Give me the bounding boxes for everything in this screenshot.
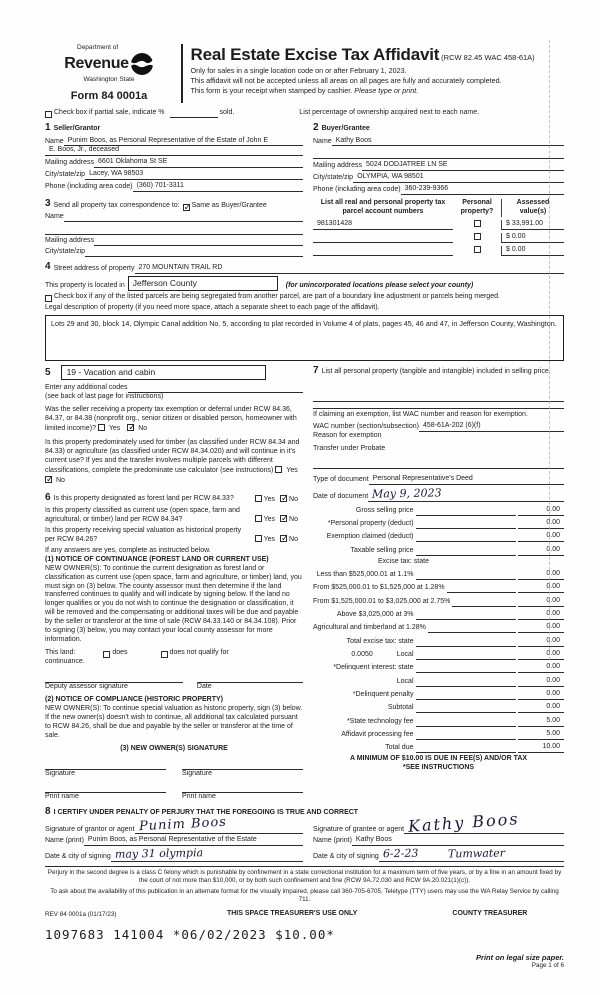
tax-row-value[interactable]: 0.00 xyxy=(518,570,564,580)
this-land-label: This land: xyxy=(45,649,76,657)
tax-row-label: Local xyxy=(396,677,414,685)
segregated-label: Check box if any of the listed parcels are being segregated from another parcel, are part of a boundary line adjustment or parcels being merged. xyxy=(54,292,500,300)
grantor-name-print-field[interactable]: Punim Boos, as Personal Representative of the Estate xyxy=(84,836,303,846)
buyer-name-field[interactable]: Kathy Boos xyxy=(332,137,564,147)
does-not-checkbox[interactable] xyxy=(161,651,168,658)
seller-name-field[interactable]: Punim Boos, as Personal Representative of the Estate of John E xyxy=(64,137,303,147)
correspondence-label: Send all property tax correspondence to: xyxy=(53,202,180,210)
tax-row-value[interactable]: 0.00 xyxy=(518,583,564,593)
county-treasurer-label: COUNTY TREASURER xyxy=(452,909,528,917)
type-or-print-note: Please type or print. xyxy=(354,85,419,95)
certification-section xyxy=(45,806,564,863)
form-title: Real Estate Excise Tax Affidavit xyxy=(190,45,440,64)
buyer-name-field-line2[interactable] xyxy=(313,150,564,159)
exemption-deferral-yes-checkbox[interactable] xyxy=(98,424,105,431)
buyer-name-label: Name xyxy=(313,137,332,145)
signature-label-1: Signature xyxy=(45,769,75,777)
current-use-question: Is this property classified as current use (open space, farm and agricultural, or timber) land per RCW 84.34? xyxy=(45,506,240,523)
grantor-signature-handwritten: Punim Boos xyxy=(138,814,227,835)
minimum-due-note: A MINIMUM OF $10.00 IS DUE IN FEE(S) AND/OR TAX xyxy=(349,755,528,763)
agency-name: Revenue xyxy=(64,55,129,73)
grantee-name-print-label: Name (print) xyxy=(313,837,352,845)
new-owner-signature-line-2[interactable] xyxy=(182,760,303,770)
notice-continuance-body: NEW OWNER(S): To continue the current designation as forest land or classification as current use (open space, farm and agriculture, or timber) land, you must sign on (3) below. The county assessor must then determine if the land transferred continues to qualify and will indicate by signing below. If the land no longer qualifies or you do not wish to continue the designation or classification, it will be removed and the compensating or additional taxes will be due and payable by the seller or transferor at the time of sale (RCW 84.33.140 or 84.34.108). Prior to signing (3) below, you may contact your local county assessor for more information. xyxy=(45,564,302,644)
county-note: (for unincorporated locations please select your county) xyxy=(285,281,474,289)
header-note-1: Only for sales in a single location code on or after February 1, 2023. xyxy=(190,66,407,76)
personal-property-text: List all personal property (tangible and intangible) included in selling price. xyxy=(321,367,551,375)
section-8-number: 8 xyxy=(45,805,51,817)
personal-property-checkbox-3[interactable] xyxy=(474,246,481,253)
personal-property-checkbox-1[interactable] xyxy=(474,220,481,227)
forest-yes-checkbox[interactable] xyxy=(255,495,262,502)
seller-mailing-label: Mailing address xyxy=(45,159,95,167)
tax-row-value[interactable]: 5.00 xyxy=(518,730,564,740)
exemption-deferral-yes-label: Yes xyxy=(108,425,121,433)
tax-row-value[interactable]: 0.00 xyxy=(518,519,564,529)
current-use-yes-checkbox[interactable] xyxy=(255,515,262,522)
tax-row-value[interactable]: 0.00 xyxy=(518,690,564,700)
assessed-value-field-2[interactable]: $ 0.00 xyxy=(501,233,564,243)
forest-land-section xyxy=(45,492,303,802)
if-yes-instruction: If any answers are yes, complete as instructed below. xyxy=(45,546,211,554)
tax-computation-table xyxy=(313,506,564,774)
section-2-number: 2 xyxy=(313,121,319,133)
correspondence-name-field[interactable] xyxy=(64,213,303,222)
buyer-phone-field[interactable]: 360-239-9366 xyxy=(401,185,564,195)
legal-description-label: Legal description of property (if you need more space, attach a separate sheet to each page of the affidavit). xyxy=(45,303,380,311)
reason-exemption-extra-line[interactable] xyxy=(313,460,564,469)
assessed-value-field-3[interactable]: $ 0.00 xyxy=(501,246,564,256)
notice-continuance-title: (1) NOTICE OF CONTINUANCE (FOREST LAND OR CURRENT USE) xyxy=(45,555,269,563)
correspondence-city-field[interactable] xyxy=(85,248,303,257)
document-date-handwritten: May 9, 2023 xyxy=(372,486,442,501)
personal-property-checkbox-2[interactable] xyxy=(474,233,481,240)
assessed-value-header-line1: Assessed xyxy=(516,199,550,207)
tax-row-value[interactable]: 0.00 xyxy=(518,623,564,633)
print-legal-note: Print on legal size paper. xyxy=(476,952,564,962)
buyer-mailing-field[interactable]: 5024 DODJATREE LN SE xyxy=(362,161,564,171)
rev-number: REV 84 0001a (01/17/23) xyxy=(45,910,117,918)
does-checkbox[interactable] xyxy=(103,651,110,658)
form-number: Form 84 0001a xyxy=(70,89,148,102)
tax-row-value[interactable]: 0.00 xyxy=(518,663,564,673)
header-note-2: This affidavit will not be accepted unless all areas on all pages are fully and accurately completed. xyxy=(190,75,502,85)
correspondence-name-label: Name xyxy=(45,213,64,221)
personal-property-header-line1: Personal xyxy=(462,199,492,207)
property-location-section xyxy=(45,261,564,361)
tax-row-label: *Delinquent penalty xyxy=(352,691,414,699)
new-owner-print-line-2[interactable] xyxy=(182,783,303,793)
see-instructions-note: *SEE INSTRUCTIONS xyxy=(402,764,475,772)
historical-question: Is this property receiving special valuation as historical property per RCW 84.26? xyxy=(45,526,242,543)
historical-no-label: No xyxy=(289,535,298,543)
county-select[interactable]: Jefferson County xyxy=(128,276,278,291)
tax-row-value[interactable]: 0.00 xyxy=(518,703,564,713)
treasurer-space-label: THIS SPACE TREASURER'S USE ONLY xyxy=(226,909,358,917)
tax-row-value[interactable]: 0.00 xyxy=(518,637,564,647)
additional-codes-label: Enter any additional codes xyxy=(45,383,128,391)
grantee-date-handwritten: 6-2-23 xyxy=(382,847,419,861)
new-owner-signature-title: (3) NEW OWNER(S) SIGNATURE xyxy=(120,744,228,752)
parcel-row xyxy=(313,233,564,243)
grantee-signature-handwritten: Kathy Boos xyxy=(407,809,521,836)
parcel-number-field-3[interactable] xyxy=(313,247,453,256)
section-3-number: 3 xyxy=(45,198,51,210)
grantee-signature-label: Signature of grantee or agent xyxy=(313,825,405,833)
document-type-label: Type of document xyxy=(313,476,369,484)
tax-row-value[interactable]: 0.00 xyxy=(518,677,564,687)
current-use-no-checkbox[interactable] xyxy=(280,515,287,522)
buyer-phone-label: Phone (including area code) xyxy=(313,186,401,194)
timber-no-label: No xyxy=(55,477,65,485)
assessed-value-field[interactable]: $ 33,991.00 xyxy=(501,220,564,230)
deputy-assessor-label: Deputy assessor signature xyxy=(45,683,128,691)
buyer-city-label: City/state/zip xyxy=(313,174,354,182)
personal-property-section xyxy=(313,365,564,470)
tax-row-label: Total due xyxy=(385,744,414,752)
document-date-label: Date of document xyxy=(313,493,369,501)
timber-yes-checkbox[interactable] xyxy=(275,466,282,473)
exemption-deferral-text: Was the seller receiving a property tax exemption or deferral under RCW 84.36, 84.37, or 84.38 (nonprofit org., senior citizen or disabled person, homeowner with limited income)? xyxy=(45,406,297,433)
seller-phone-field[interactable]: (360) 701-3311 xyxy=(133,182,303,192)
grantor-date-handwritten: may 31 olympia xyxy=(114,846,203,862)
notice-compliance-title: (2) NOTICE OF COMPLIANCE (HISTORIC PROPERTY) xyxy=(45,696,223,704)
notice-compliance-body: NEW OWNER(S): To continue special valuation as historic property, sign (3) below. If the new owner(s) doesn't wish to continue, all additional tax calculated pursuant to RCW 84.26, shall be due and payable by the seller or transferor at the time of sale. xyxy=(45,705,303,739)
historical-yes-checkbox[interactable] xyxy=(255,535,262,542)
header-divider xyxy=(181,44,183,103)
grantor-signature-label: Signature of grantor or agent xyxy=(45,825,135,833)
tax-row-value[interactable]: 0.00 xyxy=(518,597,564,607)
exemption-deferral-question xyxy=(45,406,303,434)
historical-yes-label: Yes xyxy=(263,535,276,543)
parcel-number-field[interactable]: 981301428 xyxy=(313,220,453,230)
partial-sale-percent-field[interactable] xyxy=(170,109,218,118)
legal-description-field[interactable]: Lots 29 and 30, block 14, Olympic Canal addition No. 5, according to plat recorded in Volume 4 of plats, pages 45, 46 and 47, in Jefferson County, Washington. xyxy=(45,315,564,361)
same-as-buyer-checkbox[interactable] xyxy=(183,204,190,211)
deputy-date-label: Date xyxy=(196,683,212,691)
seller-name-label: Name xyxy=(45,137,64,145)
revenue-logo-icon xyxy=(130,52,154,76)
tax-row-label: From $525,000.01 to $1,525,000 at 1.28% xyxy=(313,584,445,592)
tax-row-label: Local xyxy=(396,651,414,659)
scan-fold-line xyxy=(549,40,550,660)
section-6-number: 6 xyxy=(45,492,51,504)
rcw-reference: (RCW 82.45 WAC 458-61A) xyxy=(441,53,535,62)
tax-row-label: Exemption claimed (deduct) xyxy=(326,533,414,541)
timber-yes-label: Yes xyxy=(286,467,298,475)
document-type-field[interactable]: Personal Representative's Deed xyxy=(369,475,564,485)
tax-row-label: Affidavit processing fee xyxy=(341,731,414,739)
partial-sale-checkbox[interactable] xyxy=(45,111,52,118)
new-owner-print-line-1[interactable] xyxy=(45,783,166,793)
tax-row-label: Taxable selling price xyxy=(350,546,414,554)
certify-statement: I CERTIFY UNDER PENALTY OF PERJURY THAT THE FOREGOING IS TRUE AND CORRECT xyxy=(53,808,359,816)
perjury-notice: Perjury in the second degree is a class C felony which is punishable by confinement in a state correctional institution for a maximum term of five years, or by a fine in an amount fixed by the court of not more than $10,000, or by both such confinement and fine (RCW 9A.72.030 and RCW 9A.20.021(1)(c)). xyxy=(47,869,562,885)
grantor-date-city-field[interactable] xyxy=(111,847,303,862)
seller-heading: Seller/Grantor xyxy=(53,124,101,132)
tax-row-label: *State technology fee xyxy=(346,717,414,725)
continuance-label: continuance. xyxy=(45,658,85,666)
located-in-label: This property is located in xyxy=(45,281,125,289)
exemption-heading: If claiming an exemption, list WAC number and reason for exemption. xyxy=(313,408,564,420)
same-as-buyer-label: Same as Buyer/Grantee xyxy=(191,202,267,210)
personal-property-header-line2: property? xyxy=(460,208,494,216)
see-back-note: (see back of last page for instructions) xyxy=(45,392,164,400)
document-section xyxy=(313,475,564,502)
grantee-signature-field[interactable] xyxy=(404,809,564,836)
street-address-field[interactable]: 270 MOUNTAIN TRAIL RD xyxy=(135,264,350,274)
state-label: Washington State xyxy=(83,76,135,84)
grantor-date-city-label: Date & city of signing xyxy=(45,853,111,861)
tax-row-value[interactable]: 0.00 xyxy=(518,610,564,620)
page-number: Page 1 of 6 xyxy=(531,962,564,970)
parcel-table xyxy=(313,199,564,256)
additional-codes-field[interactable] xyxy=(128,384,304,393)
buyer-mailing-label: Mailing address xyxy=(313,162,363,170)
tax-row-label: *Delinquent interest: state xyxy=(333,664,414,672)
grantee-name-print-field[interactable]: Kathy Boos xyxy=(352,836,564,846)
seller-section xyxy=(45,122,303,257)
forest-no-checkbox[interactable] xyxy=(280,495,287,502)
tax-row-value[interactable]: 10.00 xyxy=(518,743,564,753)
section-4-number: 4 xyxy=(45,261,51,273)
forest-yes-label: Yes xyxy=(263,495,276,503)
section-7-number: 7 xyxy=(313,364,319,376)
assessed-value-header-line2: value(s) xyxy=(519,208,547,216)
print-name-label-2: Print name xyxy=(182,792,216,800)
tax-row-value[interactable]: 0.00 xyxy=(518,532,564,542)
section-5-number: 5 xyxy=(45,366,51,378)
local-rate-value: 0.0050 xyxy=(351,651,373,659)
tax-row-label: *Personal property (deduct) xyxy=(327,520,414,528)
tax-row-label: Total excise tax: state xyxy=(346,637,414,645)
exemption-deferral-no-label: No xyxy=(138,425,148,433)
tax-row-label: Less than $525,000.01 at 1.1% xyxy=(316,571,414,578)
partial-sale-label: Check box if partial sale, indicate % xyxy=(54,108,165,116)
forest-land-question: Is this property designated as forest land per RCW 84.33? xyxy=(53,495,234,503)
personal-property-field[interactable] xyxy=(313,393,564,402)
tax-row-value[interactable]: 0.00 xyxy=(518,506,564,516)
signature-label-2: Signature xyxy=(182,769,212,777)
exemption-deferral-no-checkbox[interactable] xyxy=(127,424,134,431)
deputy-date-line[interactable] xyxy=(197,673,303,683)
historical-no-checkbox[interactable] xyxy=(280,535,287,542)
tax-row-label: Gross selling price xyxy=(355,506,414,514)
tax-row-value[interactable]: 0.00 xyxy=(518,650,564,660)
correspondence-mailing-field[interactable] xyxy=(94,237,303,246)
deputy-assessor-signature-line[interactable] xyxy=(45,673,183,683)
correspondence-name-field-line2[interactable] xyxy=(45,226,303,235)
grantee-city-handwritten: Tumwater xyxy=(448,846,506,861)
new-owner-signature-line-1[interactable] xyxy=(45,760,166,770)
buyer-heading: Buyer/Grantee xyxy=(321,124,370,132)
reason-exemption-label: Reason for exemption xyxy=(313,432,382,440)
grantee-date-city-field[interactable] xyxy=(379,847,564,862)
parcel-row xyxy=(313,246,564,256)
correspondence-section xyxy=(45,198,303,257)
tax-row-value[interactable]: 5.00 xyxy=(518,717,564,727)
sold-label: sold. xyxy=(219,108,235,116)
reason-exemption-value[interactable]: Transfer under Probate xyxy=(313,445,386,453)
tax-row-value[interactable]: 0.00 xyxy=(518,546,564,556)
excise-tax-heading: Excise tax: state xyxy=(378,557,429,565)
timber-agriculture-question xyxy=(45,439,303,486)
timber-agriculture-text: Is this property predominately used for timber (as classified under RCW 84.34 and 84.33) or agriculture (as classified under RCW 84.34.020) and will continue in it's current use? If yes and the transfer involves multiple parcels with different classifications, complete the predominate use calculator (see instructions) xyxy=(45,439,300,475)
segregated-checkbox[interactable] xyxy=(45,295,52,302)
grantor-name-print-label: Name (print) xyxy=(45,837,84,845)
tax-row-label: Above $3,025,000 at 3% xyxy=(336,611,414,619)
seller-city-field[interactable]: Lacey, WA 98503 xyxy=(85,170,303,180)
land-use-section xyxy=(45,365,303,802)
land-use-code-select[interactable]: 19 - Vacation and cabin xyxy=(61,365,266,380)
wac-number-label: WAC number (section/subsection) xyxy=(313,423,419,431)
parcel-row xyxy=(313,220,564,230)
correspondence-mailing-label: Mailing address xyxy=(45,237,95,245)
header-note-3: This form is your receipt when stamped by cashier. xyxy=(190,85,353,95)
does-not-label: does not qualify for xyxy=(169,649,229,657)
buyer-section xyxy=(313,122,564,257)
partial-sale-row xyxy=(45,109,564,118)
tax-row-label: Subtotal xyxy=(387,704,414,712)
tax-row-label: From $1,525,000.01 to $3,025,000 at 2.75% xyxy=(313,597,451,605)
grantee-date-city-label: Date & city of signing xyxy=(313,853,379,861)
document-date-field[interactable] xyxy=(368,487,564,502)
street-address-label: Street address of property xyxy=(53,264,135,272)
correspondence-city-label: City/state/zip xyxy=(45,248,86,256)
grantor-signature-field[interactable] xyxy=(135,814,303,835)
parcel-col-header-line1: List all real and personal property tax xyxy=(320,199,446,207)
seller-mailing-field[interactable]: 6601 Oklahoma St SE xyxy=(94,158,303,168)
buyer-city-field[interactable]: OLYMPIA, WA 98501 xyxy=(353,173,564,183)
parcel-number-field-2[interactable] xyxy=(313,234,453,243)
current-use-no-label: No xyxy=(289,515,298,523)
alternate-format-notice: To ask about the availability of this publication in an alternate format for the visually impaired, please call 360-705-6705. Teletype (TTY) users may use the WA Relay Service by calling 711. xyxy=(50,887,559,903)
wac-number-field[interactable]: 458-61A-202 (6)(f) xyxy=(419,422,564,432)
current-use-yes-label: Yes xyxy=(263,515,276,523)
forest-no-label: No xyxy=(289,495,298,503)
tax-row-label: Agricultural and timberland at 1.28% xyxy=(313,624,426,632)
dept-of-label: Department of xyxy=(77,44,119,51)
parcel-col-header-line2: parcel account numbers xyxy=(342,208,424,216)
seller-city-label: City/state/zip xyxy=(45,171,86,179)
seller-name-field-line2[interactable]: E. Boos, Jr., deceased xyxy=(45,146,303,156)
section-1-number: 1 xyxy=(45,121,51,133)
does-label: does xyxy=(112,649,128,657)
print-name-label-1: Print name xyxy=(45,792,79,800)
seller-phone-label: Phone (including area code) xyxy=(45,183,133,191)
timber-no-checkbox[interactable] xyxy=(45,476,52,483)
form-header xyxy=(45,44,564,103)
ownership-percentage-note: List percentage of ownership acquired next to each name. xyxy=(299,108,480,116)
treasurer-stamp: 1097683 141004 *06/02/2023 $10.00* xyxy=(45,926,335,942)
